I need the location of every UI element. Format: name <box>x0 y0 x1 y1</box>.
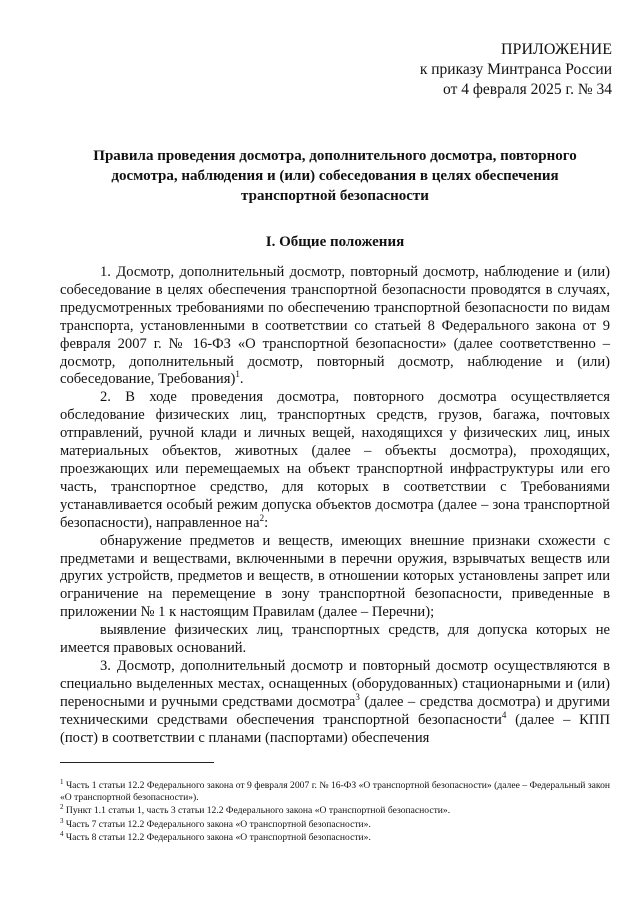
appendix-title: ПРИЛОЖЕНИЕ <box>500 41 612 58</box>
footnote-ref: 3 <box>355 691 360 702</box>
footnote-mark: 1 <box>60 777 64 786</box>
footnote-text: Часть 8 статьи 12.2 Федерального закона «О транспортной безопасности». <box>63 831 371 843</box>
footnote-2 <box>60 805 610 817</box>
footnote-mark: 4 <box>60 829 64 838</box>
paragraph-text: (далее – КПП (пост) в соответствии с планами (паспортами) обеспечения <box>60 711 610 746</box>
footnotes <box>60 777 610 845</box>
footnote-text: Пункт 1.1 статьи 1, часть 3 статьи 12.2 Федерального закона «О транспортной безопасности». <box>63 805 451 817</box>
footnote-mark: 2 <box>60 803 64 812</box>
document-title <box>60 146 610 206</box>
footnote-ref: 4 <box>501 709 507 720</box>
paragraph-3: обнаружение предметов и веществ, имеющих внешние признаки схожести с предметами и веществами, включенными в перечни оружия, взрывчатых веществ или других устройств, предметов и веществ, в отношении которых установлены запрет или ограничение на перемещение в зону транспортной безопасности, приведенные в приложении № 1 к настоящим Правилам (далее – Перечни); <box>60 532 610 621</box>
paragraph-text: 2. В ходе проведения досмотра, повторного досмотра осуществляется обследование физических лиц, транспортных средств, грузов, багажа, почтовых отправлений, ручной клади и личных вещей, находящихся у физических лиц, иных материальных объектов, животных (далее – объекты досмотра), проходящих, проезжающих или перемещаемых на объект транспортной инфраструктуры или его часть, транспортное средство, для которых в соответствии с Требованиями устанавливается особый режим допуска объектов досмотра (далее – зона транспортной безопасности), направленное на <box>60 389 610 531</box>
footnote-divider <box>60 762 214 763</box>
appendix-order-date: от 4 февраля 2025 г. № 34 <box>443 81 612 98</box>
footnote-ref: 2 <box>259 512 265 523</box>
paragraph-5 <box>60 658 610 748</box>
footnote-text: Часть 7 статьи 12.2 Федерального закона «О транспортной безопасности». <box>63 818 371 830</box>
paragraph-text: (далее – средства досмотра) и другими техническими средствами обеспечения транспортной безопасности <box>60 693 610 728</box>
section-title: I. Общие положения <box>265 234 405 250</box>
document-title-line: досмотра, наблюдения и (или) собеседования в целях обеспечения <box>111 168 559 184</box>
footnote-4 <box>60 829 610 844</box>
document-body <box>60 264 610 747</box>
footnote-mark: 3 <box>60 816 64 825</box>
document-title-line: Правила проведения досмотра, дополнительного досмотра, повторного <box>93 148 577 164</box>
paragraph-text: 3. Досмотр, дополнительный досмотр и повторный досмотр осуществляются в специально выделенных местах, оснащенных (оборудованных) стационарными и (или) переносными и ручными средствами досмотра <box>60 657 610 710</box>
appendix-order-ref: к приказу Минтранса России <box>419 61 612 78</box>
paragraph-end: . <box>239 371 244 388</box>
footnote-1 <box>60 777 610 804</box>
footnote-ref: 1 <box>235 369 240 380</box>
appendix-header <box>420 40 612 100</box>
paragraph-2 <box>60 389 610 532</box>
paragraph-4: выявление физических лиц, транспортных средств, для допуска которых не имеется правовых оснований. <box>60 622 610 657</box>
paragraph-text: 1. Досмотр, дополнительный досмотр, повторный досмотр, наблюдение и (или) собеседование в целях обеспечения транспортной безопасности проводятся в случаях, предусмотренных требованиями по обеспечению транспортной безопасности по видам транспорта, установленными в соответствии со статьей 8 Федерального закона от 9 февраля 2007 г. № 16-ФЗ «О транспортной безопасности» (далее соответственно – досмотр, дополнительный досмотр, повторный досмотр, наблюдение и (или) собеседование, Требования) <box>60 264 610 388</box>
footnote-text: Часть 1 статьи 12.2 Федерального закона от 9 февраля 2007 г. № 16-ФЗ «О транспортной безопасности» (далее – Федеральный закон «О транспортной безопасности»). <box>60 780 610 804</box>
document-title-line: транспортной безопасности <box>241 188 429 204</box>
footnote-3 <box>60 816 610 831</box>
paragraph-1 <box>60 264 610 389</box>
paragraph-end: : <box>264 514 269 531</box>
